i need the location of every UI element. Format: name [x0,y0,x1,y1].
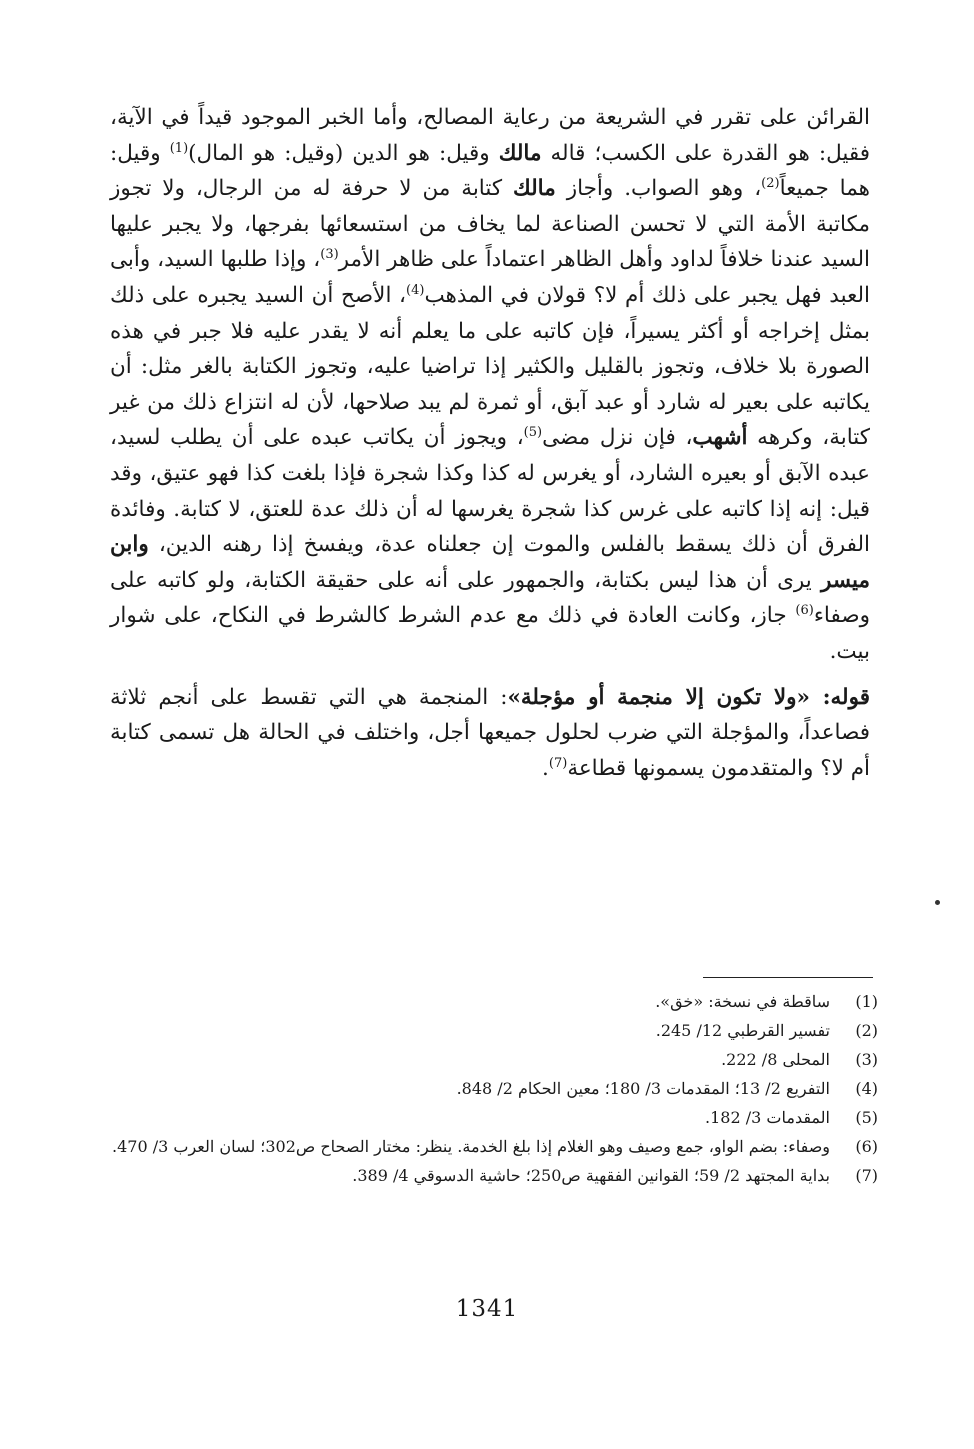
footnote-number: (7) [855,1166,878,1185]
footnote [110,1045,878,1074]
footnote-ref-3: (3) [320,247,339,263]
footnote-number: (6) [855,1137,878,1156]
name-ibn-muyassar: وابن ميسر [110,532,870,593]
footnote-ref-6: (6) [795,603,814,619]
footnote-ref-7: (7) [548,755,568,771]
footnote-number: (4) [855,1079,878,1098]
footnote-ref-5: (5) [523,425,543,441]
footnote-number: (5) [855,1108,878,1127]
footnote [110,1103,878,1132]
footnote-ref-1: (1) [169,140,189,156]
paragraph-2: قوله: «ولا تكون إلا منجمة أو مؤجلة»: المنجمة هي التي تقسط على أنجم ثلاثة فصاعداً، والمؤجلة التي ضرب لحلول جميعها أجل، واختلف في الحالة هل تسمى كتابة أم لا؟ والمتقدمون يسمونها قطاعة$^{(7)}$. [110,684,870,781]
footnote-ref-2: (2) [761,176,780,192]
page-number: 1341 [455,1296,519,1322]
name-ashhab: أشهب [692,425,748,451]
footnote-text: وصفاء: بضم الواو، جمع وصيف وهو الغلام إذا بلغ الخدمة. ينظر: مختار الصحاح ص302؛ لسان العرب 3/ 470. [112,1137,830,1156]
footnote [110,1074,878,1103]
footnote-text: المقدمات 3/ 182. [705,1108,830,1127]
footnote [110,1132,878,1161]
paragraph-1: القرائن على تقرر في الشريعة من رعاية المصالح، وأما الخبر الموجود قيداً في الآية، فقيل: هو القدرة على الكسب؛ قاله مالك وقيل: هو الدين (وقيل: هو المال)$^{(1)}$ وقيل: هما جميعاً$^{(2)}$، وهو الصواب. وأجاز مالك كتابة من لا حرفة له من الرجال، ولا تجوز مكاتبة الأمة التي لا تحسن الصناعة لما يخاف من استسعائها بفرجها، ولا يجبر عليها السيد عندنا خلافاً لداود وأهل الظاهر اعتماداً على ظاهر الأمر$^{(3)}$، وإذا طلبها السيد، وأبى العبد فهل يجبر على ذلك أم لا؟ قولان في المذهب$^{(4)}$، الأصح أن السيد يجبره على ذلك بمثل إخراجه أو أكثر يسيراً، فإن كاتبه على ما يعلم أنه لا يقدر عليه فلا جبر في هذه الصورة بلا خلاف، وتجوز بالقليل والكثير إذا تراضيا عليه، وتجوز الكتابة بالغر مثل: أن يكاتبه على بعير له شارد أو عبد آبق، أو ثمرة لم يبد صلاحها، لأن له انتزاع ذلك من غير كتابة، وكرهه أشهب، فإن نزل مضى$^{(5)}$، ويجوز أن يكاتب عبده على أن يطلب لسيد، عبده الآبق أو بعيره الشارد، أو يغرس له كذا وكذا شجرة فإذا بلغت كذا فهو عتيق، وقد قيل: إنه إذا كاتبه على غرس كذا شجرة يغرسها له أن ذلك عدة للعتق، لا كتابة. وفائدة الفرق أن ذلك يسقط بالفلس والموت إن جعلناه عدة، ويفسخ إذا رهنه الدين، وابن ميسر يرى أن هذا ليس بكتابة، والجمهور على أنه على حقيقة الكتابة، ولو كاتبه على وصفاء$^{(6)}$ جاز، وكانت العادة في ذلك مع عدم الشرط كالشرط في النكاح، على شوار بيت. [110,105,870,664]
footnote [110,1016,878,1045]
quoted-text: قوله: «ولا تكون إلا منجمة أو مؤجلة» [507,684,870,710]
footnote-number: (2) [855,1021,878,1040]
footnote-number: (1) [855,992,878,1011]
footnote-text: بداية المجتهد 2/ 59؛ القوانين الفقهية ص250؛ حاشية الدسوقي 4/ 389. [352,1166,830,1185]
footnotes-list [110,987,878,1190]
footnote-separator [703,977,873,978]
footnote-text: تفسير القرطبي 12/ 245. [655,1021,830,1040]
footnote [110,1161,878,1190]
footnote-text: ساقطة في نسخة: «خق». [655,992,830,1011]
margin-dot [935,900,940,905]
footnote-text: التفريع 2/ 13؛ المقدمات 3/ 180؛ معين الحكام 2/ 848. [456,1079,830,1098]
footnote-text: المحلى 8/ 222. [721,1050,830,1069]
main-text [110,100,870,786]
footnote [110,987,878,1016]
footnote-number: (3) [855,1050,878,1069]
name-malik: مالك [498,140,542,166]
footnote-ref-4: (4) [406,282,425,298]
name-malik: مالك [513,176,556,202]
